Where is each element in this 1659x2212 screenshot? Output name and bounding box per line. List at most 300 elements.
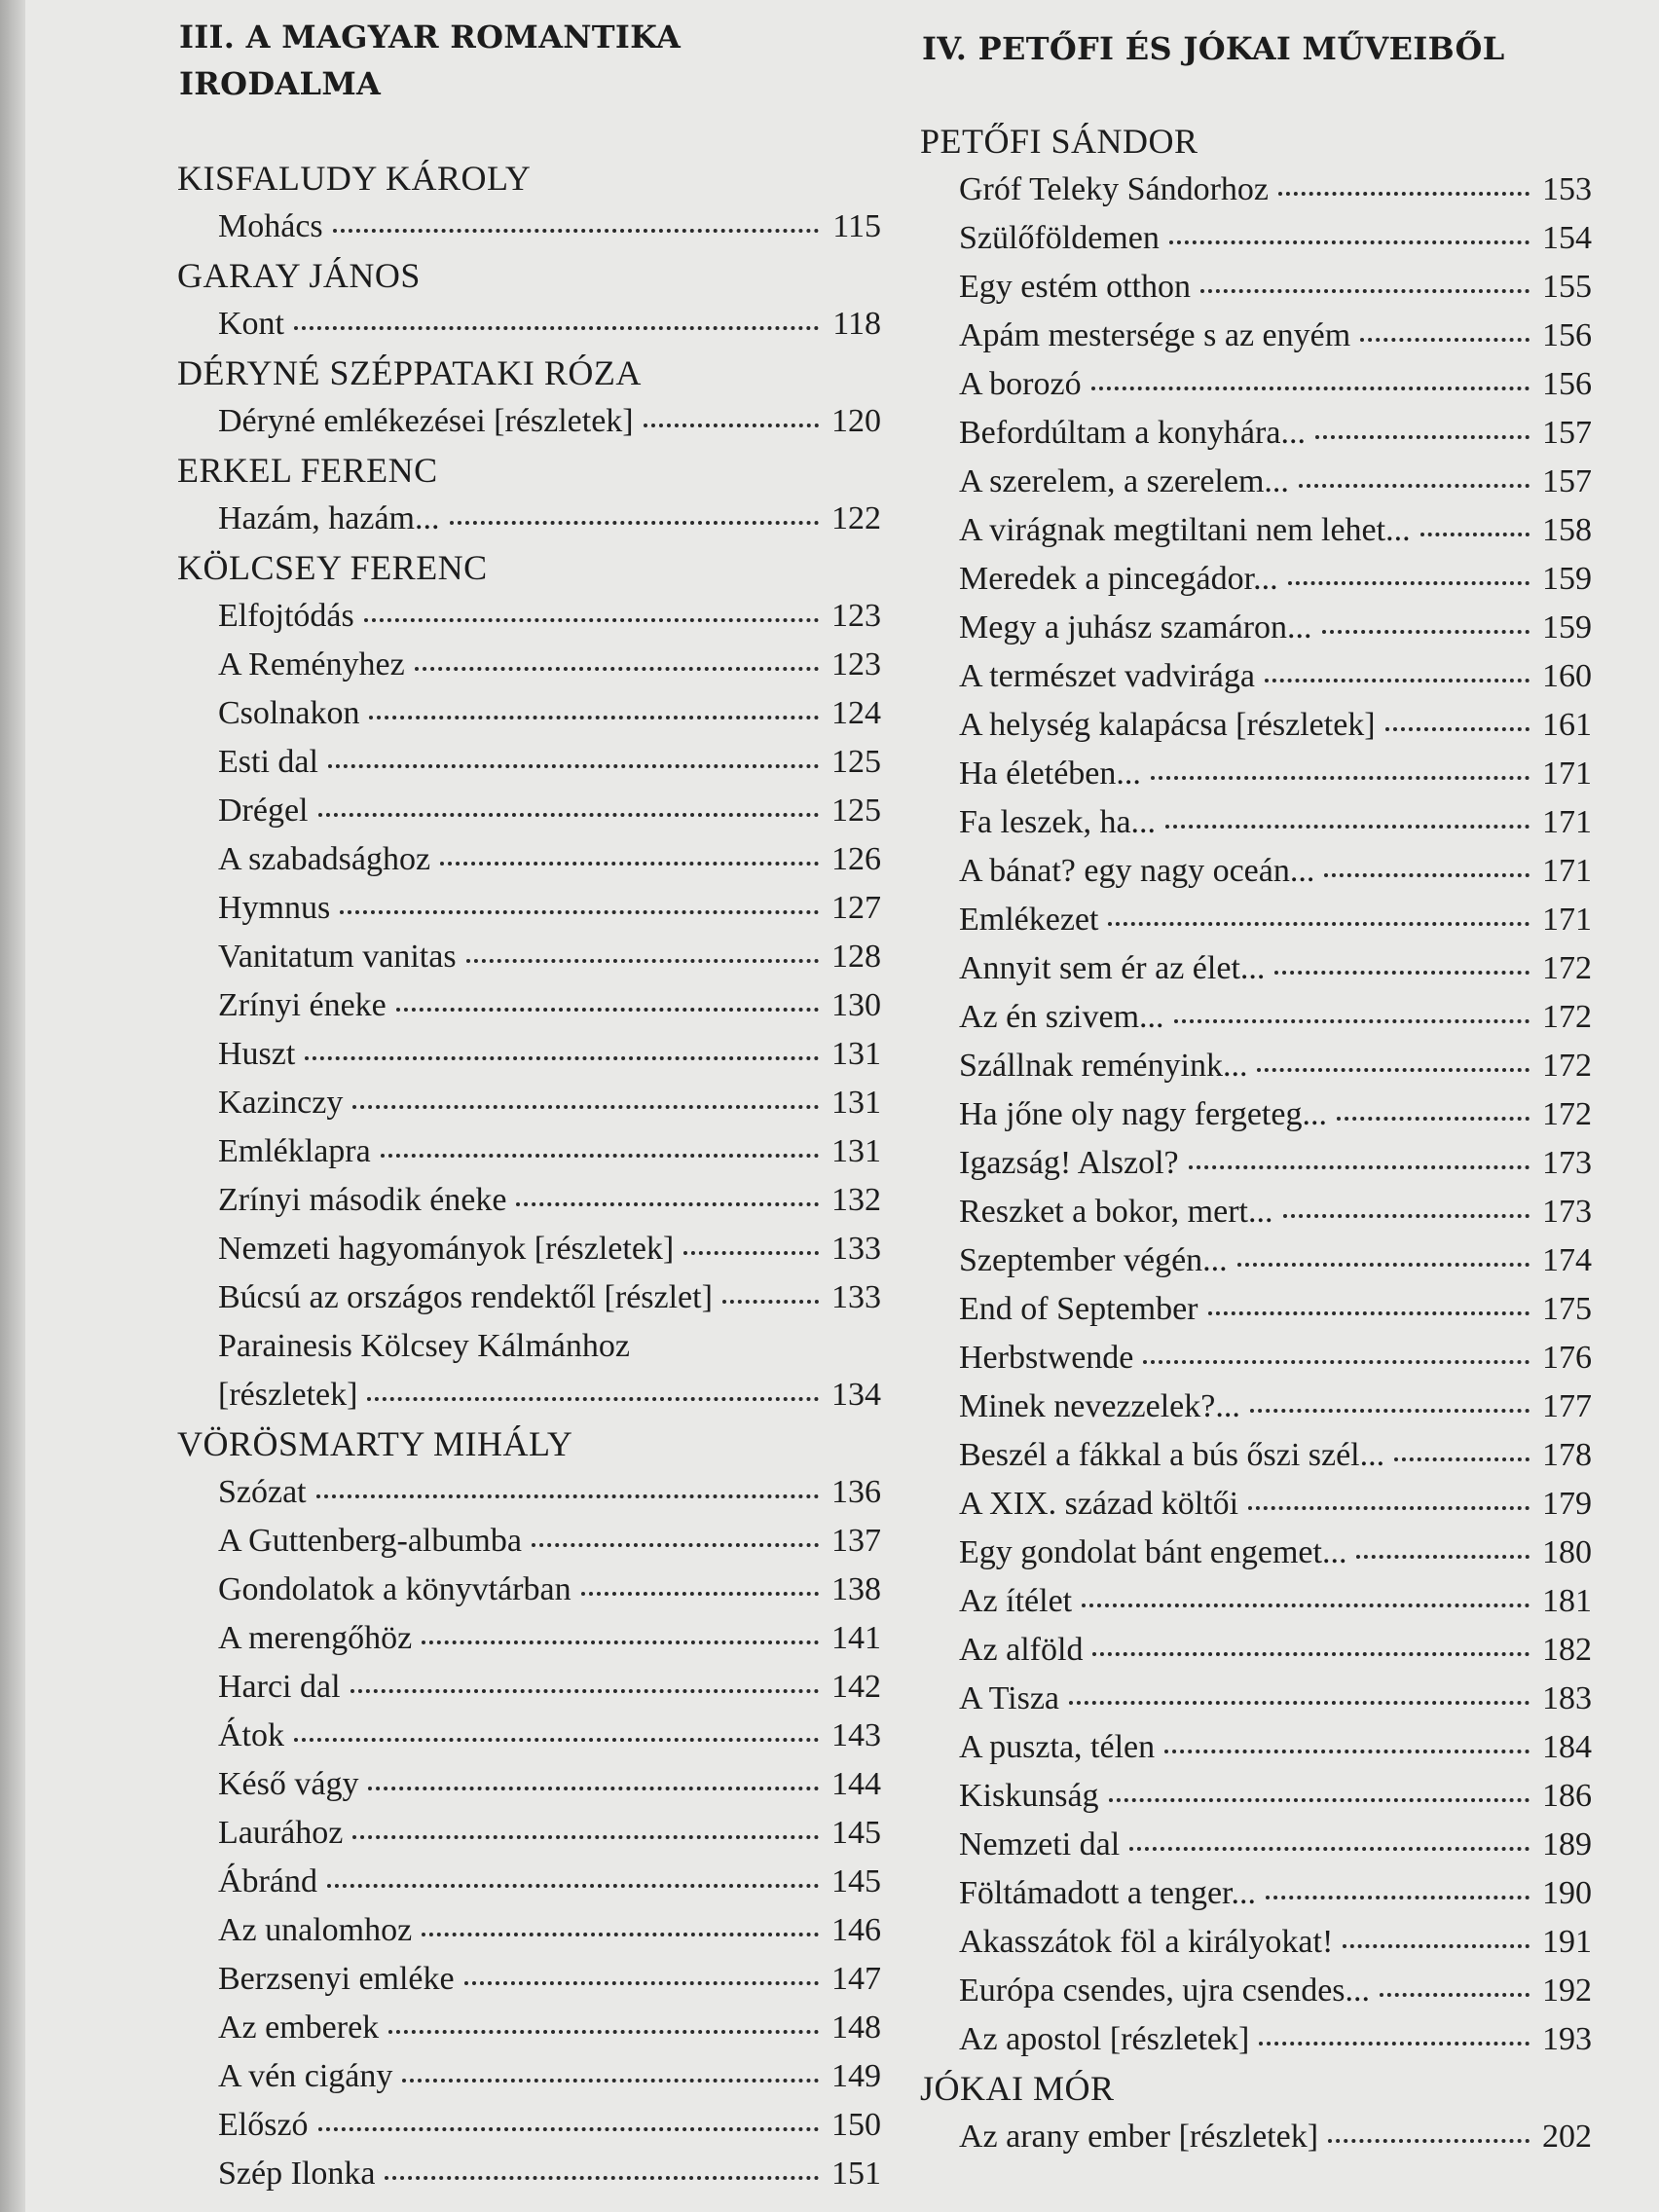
page-number: 174 — [1542, 1242, 1592, 1278]
dot-leader — [318, 2127, 819, 2131]
page-number: 148 — [831, 2009, 881, 2046]
toc-entry[interactable] — [891, 506, 1592, 555]
page-number: 155 — [1542, 269, 1592, 305]
toc-entry-title: Emlékezet — [959, 902, 1099, 938]
page-number: 189 — [1542, 1826, 1592, 1862]
dot-leader — [1315, 435, 1530, 439]
toc-entry-title: A szerelem, a szerelem... — [959, 463, 1289, 499]
author-heading: KISFALUDY KÁROLY — [177, 159, 532, 198]
toc-entry[interactable] — [891, 312, 1592, 360]
dot-leader — [294, 326, 819, 330]
toc-entry-title: Megy a juhász szamáron... — [959, 609, 1312, 645]
page-number: 184 — [1542, 1729, 1592, 1765]
toc-entry-title: Herbstwende — [959, 1340, 1134, 1376]
page-number: 130 — [831, 987, 881, 1023]
toc-entry-title: Föltámadott a tenger... — [959, 1875, 1256, 1911]
toc-entry-title: Szállnak reményink... — [959, 1048, 1248, 1084]
page-number: 171 — [1542, 902, 1592, 938]
toc-entry-title: A puszta, télen — [959, 1729, 1156, 1765]
toc-entry-title: Az arany ember [részletek] — [959, 2119, 1319, 2155]
toc-entry-title: Csolnakon — [218, 695, 360, 731]
dot-leader — [1283, 1214, 1530, 1218]
page-number: 192 — [1542, 1972, 1592, 2009]
dot-leader — [1385, 727, 1530, 731]
page-number: 172 — [1542, 950, 1592, 986]
toc-entry-title: Szülőföldemen — [959, 220, 1160, 256]
dot-leader — [1265, 679, 1530, 682]
toc-entry[interactable] — [156, 1760, 881, 1809]
dot-leader — [1189, 1165, 1530, 1169]
toc-entry[interactable] — [156, 1030, 881, 1079]
toc-entry-title: Igazság! Alszol? — [959, 1145, 1179, 1181]
toc-entry-title: Harci dal — [218, 1669, 341, 1705]
toc-entry-title: Az alföld — [959, 1632, 1084, 1668]
dot-leader — [1337, 1117, 1530, 1121]
toc-entry[interactable] — [891, 2015, 1592, 2064]
page-number: 131 — [831, 1085, 881, 1121]
toc-entry[interactable] — [156, 1127, 881, 1176]
toc-entry-title: A bánat? egy nagy oceán... — [959, 853, 1315, 889]
toc-entry[interactable] — [891, 1772, 1592, 1821]
page-number: 157 — [1542, 415, 1592, 451]
toc-entry[interactable] — [891, 1431, 1592, 1480]
dot-leader — [388, 2030, 819, 2034]
toc-entry-title: Nemzeti dal — [959, 1826, 1121, 1862]
toc-entry-title: Zrínyi második éneke — [218, 1182, 507, 1218]
toc-entry[interactable] — [891, 409, 1592, 458]
toc-entry[interactable] — [891, 166, 1592, 214]
dot-leader — [1257, 1068, 1530, 1072]
page-number: 138 — [831, 1571, 881, 1607]
dot-leader — [1143, 1360, 1530, 1364]
toc-entry[interactable] — [891, 1334, 1592, 1382]
page-number: 145 — [831, 1863, 881, 1899]
toc-entry[interactable] — [891, 750, 1592, 798]
author-heading: GARAY JÁNOS — [177, 256, 421, 295]
dot-leader — [450, 521, 820, 525]
dot-leader — [328, 764, 819, 768]
dot-leader — [1420, 533, 1530, 536]
toc-entry[interactable] — [156, 1273, 881, 1322]
dot-leader — [1380, 1993, 1530, 1997]
section-title: III. A MAGYAR ROMANTIKA IRODALMA — [179, 18, 682, 102]
toc-entry[interactable] — [156, 397, 881, 446]
toc-entry[interactable] — [156, 835, 881, 884]
toc-entry-title: Az apostol [részletek] — [959, 2021, 1250, 2057]
toc-entry-title: A merengőhöz — [218, 1620, 413, 1656]
toc-entry[interactable] — [156, 1906, 881, 1955]
dot-leader — [1343, 1944, 1530, 1948]
toc-entry[interactable] — [156, 1079, 881, 1127]
toc-entry-title: Gondolatok a könyvtárban — [218, 1571, 571, 1607]
toc-entry[interactable] — [156, 495, 881, 543]
toc-entry-title: Európa csendes, ujra csendes... — [959, 1972, 1371, 2009]
toc-entry[interactable] — [156, 787, 881, 835]
dot-leader — [440, 862, 819, 866]
toc-entry[interactable] — [156, 1614, 881, 1663]
toc-entry-title: Gróf Teleky Sándorhoz — [959, 171, 1270, 207]
dot-leader — [581, 1592, 819, 1596]
dot-leader — [1082, 1604, 1530, 1607]
toc-entry[interactable] — [891, 458, 1592, 506]
page-number: 128 — [831, 939, 881, 975]
toc-entry-title: A borozó — [959, 366, 1082, 402]
toc-entry-title: Kont — [218, 306, 284, 342]
page-number: 136 — [831, 1474, 881, 1510]
page-number: 143 — [831, 1717, 881, 1753]
toc-entry[interactable] — [891, 1869, 1592, 1918]
page-number: 149 — [831, 2058, 881, 2094]
page-number: 123 — [831, 598, 881, 634]
toc-entry[interactable] — [891, 896, 1592, 944]
page-number: 172 — [1542, 999, 1592, 1035]
page-number: 171 — [1542, 853, 1592, 889]
dot-leader — [367, 1397, 819, 1401]
toc-entry[interactable] — [891, 652, 1592, 701]
page-number: 186 — [1542, 1778, 1592, 1814]
toc-entry[interactable] — [156, 1955, 881, 2004]
page-number: 161 — [1542, 707, 1592, 743]
toc-entry[interactable] — [891, 1090, 1592, 1139]
page-number: 173 — [1542, 1145, 1592, 1181]
dot-leader — [422, 1641, 819, 1644]
dot-leader — [364, 618, 819, 622]
toc-entry-title: Búcsú az országos rendektől [részlet] — [218, 1279, 713, 1315]
dot-leader — [1259, 2042, 1530, 2046]
watermark — [0, 2169, 399, 2212]
dot-leader — [316, 1494, 819, 1498]
toc-entry-title: Berzsenyi emléke — [218, 1961, 455, 1997]
page-number: 177 — [1542, 1388, 1592, 1424]
toc-entry[interactable] — [156, 1809, 881, 1858]
dot-leader — [1248, 1506, 1530, 1510]
toc-entry[interactable] — [156, 641, 881, 689]
toc-entry-title: Ha életében... — [959, 756, 1141, 792]
page-number: 160 — [1542, 658, 1592, 694]
dot-leader — [466, 959, 819, 963]
toc-entry[interactable] — [891, 1285, 1592, 1334]
toc-entry-title: Reszket a bokor, mert... — [959, 1194, 1273, 1230]
toc-entry-title: Hazám, hazám... — [218, 500, 440, 536]
toc-entry[interactable] — [891, 798, 1592, 847]
dot-leader — [1151, 776, 1530, 780]
toc-entry-title: Mohács — [218, 208, 323, 244]
page-number: 145 — [831, 1815, 881, 1851]
toc-entry-title: Meredek a pincegádor... — [959, 561, 1278, 597]
dot-leader — [1069, 1701, 1530, 1705]
toc-entry-title: Szózat — [218, 1474, 307, 1510]
toc-entry-title: Ábránd — [218, 1863, 317, 1899]
dot-leader — [464, 1981, 819, 1985]
page-number: 127 — [831, 890, 881, 926]
toc-entry[interactable] — [156, 1225, 881, 1273]
page-number: 123 — [831, 646, 881, 682]
page-number: 133 — [831, 1231, 881, 1267]
dot-leader — [1394, 1457, 1530, 1461]
toc-entry[interactable] — [156, 1371, 881, 1419]
page-number: 137 — [831, 1523, 881, 1559]
dot-leader — [532, 1543, 819, 1547]
dot-leader — [415, 667, 819, 671]
dot-leader — [722, 1300, 819, 1304]
toc-entry[interactable] — [891, 555, 1592, 604]
dot-leader — [683, 1251, 819, 1255]
toc-entry-title: Vanitatum vanitas — [218, 939, 457, 975]
toc-column-left — [156, 0, 881, 2198]
toc-entry[interactable] — [156, 933, 881, 981]
page-number: 193 — [1542, 2021, 1592, 2057]
toc-entry[interactable] — [156, 1176, 881, 1225]
toc-list — [891, 117, 1592, 2161]
toc-entry[interactable] — [891, 1626, 1592, 1675]
toc-entry[interactable] — [156, 1712, 881, 1760]
toc-entry-title: A virágnak megtiltani nem lehet... — [959, 512, 1411, 548]
toc-entry[interactable] — [156, 738, 881, 787]
page-number: 178 — [1542, 1437, 1592, 1473]
page-number: 153 — [1542, 171, 1592, 207]
toc-entry[interactable] — [156, 2101, 881, 2150]
toc-entry[interactable] — [156, 300, 881, 349]
toc-entry[interactable] — [891, 604, 1592, 652]
toc-entry-title: Az ítélet — [959, 1583, 1073, 1619]
toc-entry[interactable] — [156, 2052, 881, 2101]
toc-entry-title: Beszél a fákkal a bús őszi szél... — [959, 1437, 1385, 1473]
toc-entry-title: Drégel — [218, 793, 309, 829]
toc-entry-title: Zrínyi éneke — [218, 987, 387, 1023]
toc-entry[interactable] — [891, 214, 1592, 263]
page-number: 183 — [1542, 1680, 1592, 1716]
dot-leader — [294, 1738, 819, 1742]
dot-leader — [1129, 1847, 1530, 1851]
toc-entry-title: Kiskunság — [959, 1778, 1099, 1814]
toc-entry-title: End of September — [959, 1291, 1198, 1327]
toc-entry[interactable] — [156, 2004, 881, 2052]
page-number: 122 — [831, 500, 881, 536]
toc-entry[interactable] — [891, 1529, 1592, 1577]
page-number: 202 — [1542, 2119, 1592, 2155]
page-number: 131 — [831, 1133, 881, 1169]
dot-leader — [516, 1202, 819, 1206]
toc-entry[interactable] — [156, 1517, 881, 1566]
toc-entry-title: Szép Ilonka — [218, 2156, 376, 2192]
dot-leader — [1266, 1896, 1530, 1899]
page-number: 191 — [1542, 1924, 1592, 1960]
toc-entry[interactable] — [891, 1918, 1592, 1967]
dot-leader — [422, 1933, 819, 1936]
dot-leader — [1322, 630, 1530, 634]
toc-entry-title: A Reményhez — [218, 646, 405, 682]
page-number: 124 — [831, 695, 881, 731]
page-number: 133 — [831, 1279, 881, 1315]
dot-leader — [1356, 1555, 1530, 1559]
toc-entry-title: Befordúltam a konyhára... — [959, 415, 1306, 451]
page-number: 171 — [1542, 756, 1592, 792]
toc-entry[interactable] — [891, 2113, 1592, 2161]
toc-entry-title: A szabadsághoz — [218, 841, 431, 877]
dot-leader — [1091, 387, 1530, 390]
toc-entry-title: Emléklapra — [218, 1133, 371, 1169]
toc-entry-title: Hymnus — [218, 890, 331, 926]
toc-entry[interactable] — [891, 1188, 1592, 1236]
toc-entry[interactable] — [891, 263, 1592, 312]
author-heading: ERKEL FERENC — [177, 451, 438, 490]
dot-leader — [396, 1008, 819, 1012]
toc-entry-title: Parainesis Kölcsey Kálmánhoz — [218, 1328, 630, 1364]
page-number: 157 — [1542, 463, 1592, 499]
author-heading: DÉRYNÉ SZÉPPATAKI RÓZA — [177, 353, 642, 392]
toc-entry-title: Nemzeti hagyományok [részletek] — [218, 1231, 675, 1267]
toc-entry-title: Szeptember végén... — [959, 1242, 1228, 1278]
toc-entry[interactable] — [891, 1042, 1592, 1090]
page-number: 134 — [831, 1377, 881, 1413]
dot-leader — [1360, 338, 1530, 342]
page-number: 173 — [1542, 1194, 1592, 1230]
page-number: 159 — [1542, 561, 1592, 597]
toc-entry[interactable] — [156, 689, 881, 738]
dot-leader — [402, 2079, 819, 2083]
dot-leader — [318, 813, 819, 817]
page-number: 156 — [1542, 317, 1592, 353]
toc-entry[interactable] — [156, 884, 881, 933]
toc-entry[interactable] — [891, 1723, 1592, 1772]
toc-entry-title: [részletek] — [218, 1377, 358, 1413]
dot-leader — [350, 1689, 819, 1693]
toc-entry-title: Laurához — [218, 1815, 344, 1851]
toc-entry[interactable] — [891, 1821, 1592, 1869]
page-number: 175 — [1542, 1291, 1592, 1327]
dot-leader — [1109, 1798, 1530, 1802]
page-number: 172 — [1542, 1048, 1592, 1084]
page-number: 126 — [831, 841, 881, 877]
page-number: 125 — [831, 793, 881, 829]
dot-leader — [1200, 289, 1530, 293]
page-number: 171 — [1542, 804, 1592, 840]
page-number: 125 — [831, 744, 881, 780]
toc-entry[interactable] — [891, 1967, 1592, 2015]
toc-entry-title: Az én szivem... — [959, 999, 1164, 1035]
toc-entry-title: A vén cigány — [218, 2058, 393, 2094]
toc-entry[interactable] — [891, 701, 1592, 750]
dot-leader — [1237, 1263, 1530, 1267]
page-number: 182 — [1542, 1632, 1592, 1668]
dot-leader — [1324, 873, 1530, 877]
toc-entry-title: Annyit sem ér az élet... — [959, 950, 1266, 986]
page-number: 151 — [831, 2156, 881, 2192]
author-heading: KÖLCSEY FERENC — [177, 548, 488, 587]
dot-leader — [1274, 971, 1530, 975]
toc-entry[interactable] — [891, 1382, 1592, 1431]
toc-entry[interactable] — [156, 981, 881, 1030]
dot-leader — [1169, 240, 1530, 244]
page-number: 150 — [831, 2107, 881, 2143]
toc-entry-title: Egy estém otthon — [959, 269, 1191, 305]
toc-entry-title: Déryné emlékezései [részletek] — [218, 403, 634, 439]
toc-entry-title: Apám mestersége s az enyém — [959, 317, 1351, 353]
toc-entry[interactable] — [891, 944, 1592, 993]
dot-leader — [1299, 484, 1530, 488]
section-title: IV. PETŐFI ÉS JÓKAI MŰVEIBŐL — [922, 30, 1505, 67]
toc-entry-title: Kazinczy — [218, 1085, 344, 1121]
page-number: 154 — [1542, 220, 1592, 256]
toc-entry[interactable] — [891, 360, 1592, 409]
toc-entry-title: Esti dal — [218, 744, 318, 780]
page-number: 142 — [831, 1669, 881, 1705]
author-heading: VÖRÖSMARTY MIHÁLY — [177, 1424, 573, 1463]
dot-leader — [352, 1105, 819, 1109]
dot-leader — [1092, 1652, 1530, 1656]
dot-leader — [1328, 2139, 1530, 2143]
page-number: 172 — [1542, 1096, 1592, 1132]
toc-entry[interactable] — [156, 1566, 881, 1614]
toc-entry[interactable] — [156, 1468, 881, 1517]
dot-leader — [305, 1056, 819, 1060]
toc-entry[interactable] — [891, 1577, 1592, 1626]
dot-leader — [1108, 922, 1530, 926]
toc-entry[interactable] — [891, 993, 1592, 1042]
toc-entry[interactable] — [891, 1139, 1592, 1188]
toc-entry-title: A Tisza — [959, 1680, 1059, 1716]
toc-entry-title: Egy gondolat bánt engemet... — [959, 1534, 1347, 1570]
toc-column-right — [891, 0, 1592, 2161]
page-number: 158 — [1542, 512, 1592, 548]
author-heading: JÓKAI MÓR — [920, 2069, 1115, 2108]
book-spine-edge — [0, 0, 25, 2212]
toc-entry-title: Ha jőne oly nagy fergeteg... — [959, 1096, 1327, 1132]
toc-entry-title: A XIX. század költői — [959, 1486, 1239, 1522]
toc-entry[interactable] — [156, 1663, 881, 1712]
dot-leader — [644, 424, 819, 427]
page-number: 144 — [831, 1766, 881, 1802]
toc-entry[interactable] — [156, 203, 881, 251]
toc-entry-title: A Guttenberg-albumba — [218, 1523, 522, 1559]
dot-leader — [333, 229, 819, 233]
page-number: 118 — [832, 306, 881, 342]
toc-entry-title: Elfojtódás — [218, 598, 354, 634]
toc-list — [156, 154, 881, 2198]
dot-leader — [368, 1787, 819, 1790]
dot-leader — [369, 716, 819, 719]
page-number: 120 — [831, 403, 881, 439]
dot-leader — [1165, 825, 1530, 829]
toc-entry[interactable] — [891, 1675, 1592, 1723]
page-number: 190 — [1542, 1875, 1592, 1911]
toc-entry[interactable] — [156, 1858, 881, 1906]
page-number: 156 — [1542, 366, 1592, 402]
toc-entry[interactable] — [891, 1480, 1592, 1529]
author-heading: PETŐFI SÁNDOR — [920, 122, 1198, 161]
toc-entry-title: Átok — [218, 1717, 284, 1753]
dot-leader — [340, 910, 819, 914]
dot-leader — [327, 1884, 819, 1888]
dot-leader — [1174, 1019, 1530, 1023]
toc-entry-title: Minek nevezzelek?... — [959, 1388, 1240, 1424]
toc-entry-title: A helység kalapácsa [részletek] — [959, 707, 1376, 743]
page-number: 141 — [831, 1620, 881, 1656]
toc-entry[interactable] — [891, 847, 1592, 896]
dot-leader — [1278, 192, 1530, 196]
toc-entry[interactable] — [156, 592, 881, 641]
toc-entry-title: Fa leszek, ha... — [959, 804, 1157, 840]
toc-entry-title: Akasszátok föl a királyokat! — [959, 1924, 1334, 1960]
dot-leader — [381, 1154, 819, 1158]
toc-entry-title: Az emberek — [218, 2009, 380, 2046]
toc-entry-title: A természet vadvirága — [959, 658, 1255, 694]
page-number: 146 — [831, 1912, 881, 1948]
toc-entry[interactable] — [891, 1236, 1592, 1285]
page-number: 147 — [831, 1961, 881, 1997]
page-number: 181 — [1542, 1583, 1592, 1619]
dot-leader — [1164, 1750, 1530, 1753]
